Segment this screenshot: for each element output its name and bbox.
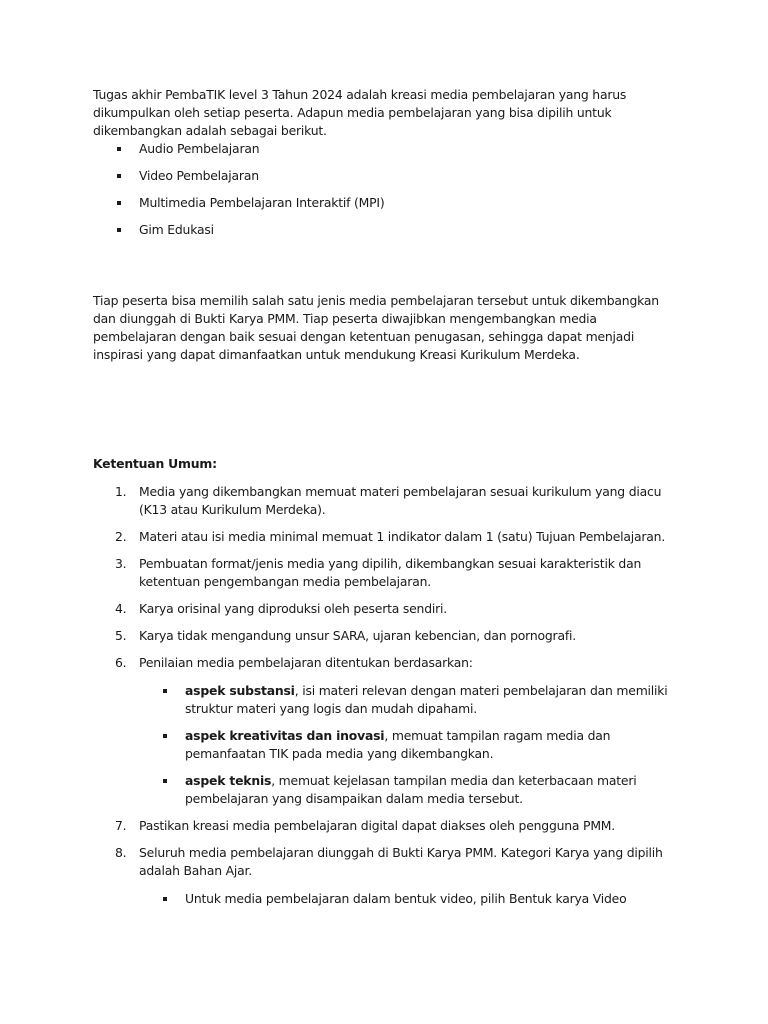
rule-item xyxy=(93,627,683,645)
rule-item xyxy=(93,600,683,618)
aspect-title: aspek kreativitas dan inovasi xyxy=(185,728,385,743)
rule-text: Karya orisinal yang diproduksi oleh peserta sendiri. xyxy=(139,601,447,616)
upload-note-item: Untuk media pembelajaran dalam bentuk video, pilih Bentuk karya Video xyxy=(139,890,683,908)
upload-notes-list xyxy=(139,890,683,908)
section-heading: Ketentuan Umum: xyxy=(93,456,217,471)
rule-number: 2. xyxy=(115,529,127,544)
rule-number: 3. xyxy=(115,556,127,571)
intro-paragraph: Tugas akhir PembaTIK level 3 Tahun 2024 adalah kreasi media pembelajaran yang harus dikumpulkan oleh setiap peserta. Adapun media pembelajaran yang bisa dipilih untuk dikembangkan adalah sebagai berikut. xyxy=(93,87,627,138)
rule-item xyxy=(93,654,683,808)
rule-text: Media yang dikembangkan memuat materi pembelajaran sesuai kurikulum yang diacu (K13 atau Kurikulum Merdeka). xyxy=(139,484,662,517)
rule-item xyxy=(93,555,683,591)
list-item: Multimedia Pembelajaran Interaktif (MPI) xyxy=(93,194,683,212)
rule-number: 4. xyxy=(115,601,127,616)
rule-text: Pembuatan format/jenis media yang dipilih, dikembangkan sesuai karakteristik dan ketentuan pengembangan media pembelajaran. xyxy=(139,556,642,589)
rule-number: 6. xyxy=(115,655,127,670)
rule-text: Karya tidak mengandung unsur SARA, ujaran kebencian, dan pornografi. xyxy=(139,628,576,643)
rule-item xyxy=(93,528,683,546)
aspect-item xyxy=(139,682,683,718)
rule-text: Penilaian media pembelajaran ditentukan berdasarkan: xyxy=(139,655,473,670)
document-page xyxy=(93,86,683,917)
rule-text: Seluruh media pembelajaran diunggah di Bukti Karya PMM. Kategori Karya yang dipilih adalah Bahan Ajar. xyxy=(139,845,663,878)
rule-text: Materi atau isi media minimal memuat 1 indikator dalam 1 (satu) Tujuan Pembelajaran. xyxy=(139,529,666,544)
aspect-description: , memuat kejelasan tampilan media dan keterbacaan materi pembelajaran yang disampaikan dalam media tersebut. xyxy=(185,773,637,806)
aspect-description: , isi materi relevan dengan materi pembelajaran dan memiliki struktur materi yang logis dan mudah dipahami. xyxy=(185,683,668,716)
list-item: Audio Pembelajaran xyxy=(93,140,683,158)
list-item: Video Pembelajaran xyxy=(93,167,683,185)
rule-number: 8. xyxy=(115,845,127,860)
media-options-list xyxy=(93,140,683,239)
second-paragraph: Tiap peserta bisa memilih salah satu jenis media pembelajaran tersebut untuk dikembangkan dan diunggah di Bukti Karya PMM. Tiap peserta diwajibkan mengembangkan media pembelajaran dengan baik sesuai dengan ketentuan penugasan, sehingga dapat menjadi inspirasi yang dapat dimanfaatkan untuk mendukung Kreasi Kurikulum Merdeka. xyxy=(93,293,659,362)
rule-item xyxy=(93,817,683,835)
aspect-item xyxy=(139,727,683,763)
aspects-list xyxy=(139,682,683,808)
rule-number: 5. xyxy=(115,628,127,643)
rules-list xyxy=(93,483,683,908)
aspect-description: , memuat tampilan ragam media dan pemanfaatan TIK pada media yang dikembangkan. xyxy=(185,728,611,761)
aspect-title: aspek substansi xyxy=(185,683,295,698)
rule-number: 7. xyxy=(115,818,127,833)
aspect-item xyxy=(139,772,683,808)
rule-item xyxy=(93,483,683,519)
aspect-title: aspek teknis xyxy=(185,773,272,788)
rule-text: Pastikan kreasi media pembelajaran digital dapat diakses oleh pengguna PMM. xyxy=(139,818,616,833)
rule-item xyxy=(93,844,683,908)
list-item: Gim Edukasi xyxy=(93,221,683,239)
rule-number: 1. xyxy=(115,484,127,499)
